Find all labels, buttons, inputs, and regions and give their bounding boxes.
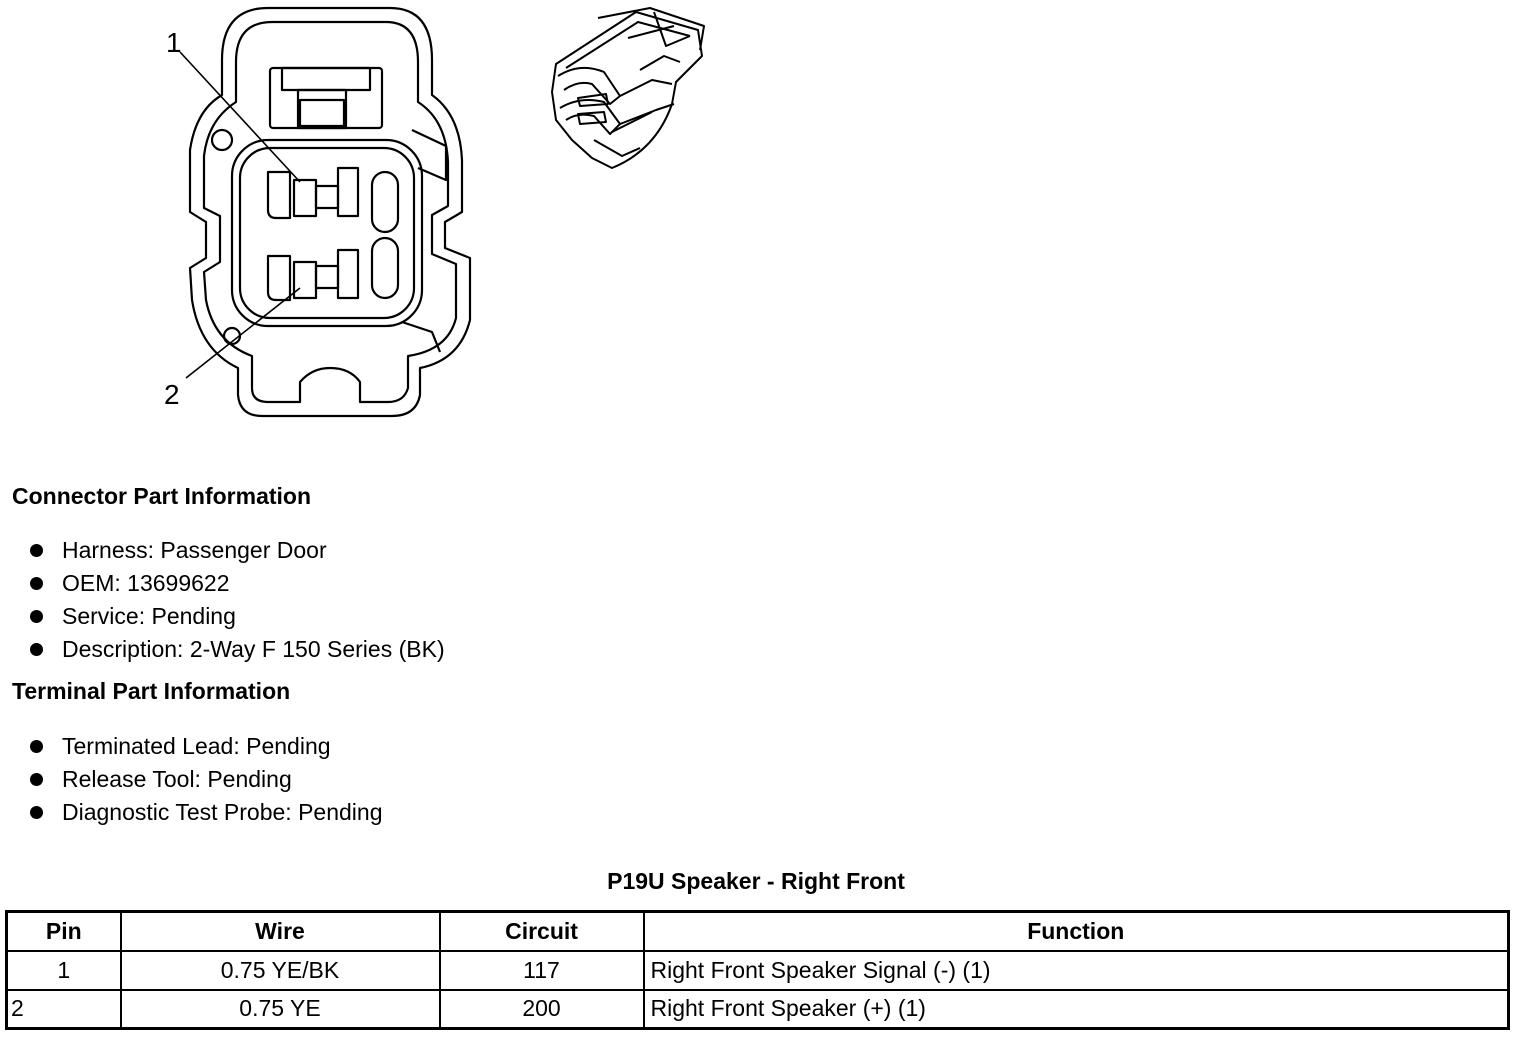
- bullet-icon: [30, 577, 43, 590]
- table-row: [7, 951, 1509, 990]
- bullet-icon: [30, 610, 43, 623]
- column-header-function: Function: [644, 912, 1509, 951]
- cell-wire: 0.75 YE: [121, 990, 440, 1029]
- bullet-icon: [30, 544, 43, 557]
- column-header-pin: Pin: [7, 912, 121, 951]
- callout-2-label: 2: [164, 379, 180, 410]
- pinout-table: [5, 910, 1510, 1030]
- connector-isometric-diagram: [540, 0, 720, 180]
- cell-function: Right Front Speaker Signal (-) (1): [644, 951, 1509, 990]
- terminal-1: [268, 168, 358, 218]
- bullet-icon: [30, 773, 43, 786]
- cell-pin: 2: [7, 990, 121, 1029]
- table-header-row: [7, 912, 1509, 951]
- connector-face-cavity: [232, 140, 422, 326]
- connector-face-diagram: [150, 0, 490, 430]
- terminal-info-heading: Terminal Part Information: [12, 678, 291, 704]
- bullet-icon: [30, 806, 43, 819]
- terminal-2: [268, 250, 358, 300]
- connector-info-heading: Connector Part Information: [12, 483, 312, 509]
- callout-1-label: 1: [166, 27, 182, 58]
- column-header-wire: Wire: [121, 912, 440, 951]
- cell-function: Right Front Speaker (+) (1): [644, 990, 1509, 1029]
- table-row: [7, 990, 1509, 1029]
- cell-pin: 1: [7, 951, 121, 990]
- column-header-circuit: Circuit: [440, 912, 644, 951]
- bullet-icon: [30, 740, 43, 753]
- pinout-table-title: P19U Speaker - Right Front: [607, 868, 905, 894]
- cell-circuit: 117: [440, 951, 644, 990]
- bullet-icon: [30, 643, 43, 656]
- cell-wire: 0.75 YE/BK: [121, 951, 440, 990]
- cell-circuit: 200: [440, 990, 644, 1029]
